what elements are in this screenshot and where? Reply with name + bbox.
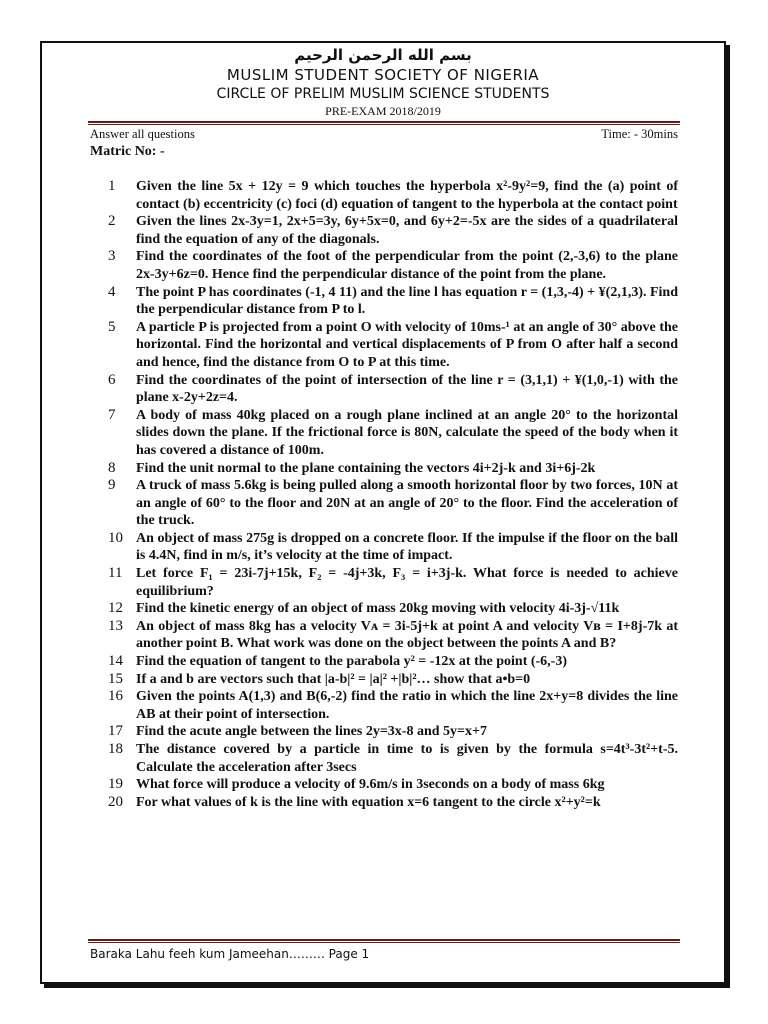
- question-item: [108, 776, 678, 794]
- question-item: [108, 248, 678, 283]
- time-allowed: Time: - 30mins: [601, 127, 678, 141]
- question-text: An object of mass 8kg has a velocity Vᴀ = 3i-5j+k at point A and velocity Vʙ = I+8j-7k at another point B. What work was done on the object between the points A and B?: [136, 618, 678, 652]
- question-text: Let force F₁ = 23i-7j+15k, F₂ = -4j+3k, F₃ = i+3j-k. What force is needed to achieve equilibrium?: [136, 566, 678, 599]
- question-text: A body of mass 40kg placed on a rough plane inclined at an angle 20° to the horizontal slides down the plane. If the frictional force is 80N, calculate the speed of the body when it has covered a distance of 100m.: [136, 407, 678, 458]
- question-item: [108, 565, 678, 600]
- question-text: A truck of mass 5.6kg is being pulled along a smooth horizontal floor by two forces, 10N at an angle of 60° to the floor and 20N at an angle of 20° to the floor. Find the acceleration of the truck.: [136, 478, 678, 529]
- question-number: 19: [108, 776, 123, 793]
- question-item: [108, 653, 678, 671]
- question-text: Given the lines 2x-3y=1, 2x+5=3y, 6y+5x=0, and 6y+2=-5x are the sides of a quadrilateral find the equation of any of the diagonals.: [136, 214, 678, 247]
- question-number: 4: [108, 283, 116, 300]
- question-text: The point P has coordinates (-1, 4 11) and the line l has equation r = (1,3,-4) + ¥(2,1,3). Find the perpendicular distance from P to l.: [136, 284, 678, 318]
- question-item: [108, 530, 678, 565]
- question-item: [108, 618, 678, 653]
- header-divider: [88, 121, 680, 123]
- question-item: [108, 319, 678, 372]
- question-text: An object of mass 275g is dropped on a concrete floor. If the impulse if the floor on the ball is 4.4N, find in m/s, it’s velocity at the time of impact.: [136, 530, 678, 564]
- question-number: 11: [108, 565, 123, 582]
- question-number: 13: [108, 617, 123, 634]
- question-item: [108, 671, 678, 689]
- society-title: MUSLIM STUDENT SOCIETY OF NIGERIA: [226, 66, 540, 84]
- question-number: 15: [108, 670, 123, 687]
- matric-number-label: Matric No: -: [90, 144, 165, 159]
- question-text: Find the acute angle between the lines 2y=3x-8 and 5y=x+7: [136, 724, 487, 740]
- footer-divider: [88, 939, 680, 941]
- question-text: The distance covered by a particle in time to is given by the formula s=4t³-3t²+t-5. Calculate the acceleration after 3secs: [136, 742, 678, 775]
- question-number: 9: [108, 477, 116, 494]
- question-item: [108, 741, 678, 776]
- footer-divider-thin: [88, 942, 680, 943]
- question-number: 12: [108, 600, 123, 617]
- question-number: 18: [108, 741, 123, 757]
- question-item: [108, 477, 678, 530]
- question-text: A particle P is projected from a point O with velocity of 10ms-¹ at an angle of 30° above the horizontal. Find the horizontal and vertical displacements of P from O after half a second and hence, find the distance from O to P at this time.: [136, 319, 678, 370]
- question-item: [108, 723, 678, 741]
- page-footer: Baraka Lahu feeh kum Jameehan……… Page 1: [90, 947, 370, 961]
- question-text: Given the line 5x + 12y = 9 which touches the hyperbola x²-9y²=9, find the (a) point of contact (b) eccentricity (c) foci (d) equation of tangent to the hyperbola at the contact point: [136, 179, 678, 212]
- bismillah-heading: بسم الله الرحمن الرحيم: [294, 46, 472, 64]
- header-divider-thin: [88, 124, 680, 125]
- question-list: [108, 178, 678, 811]
- question-text: For what values of k is the line with equation x=6 tangent to the circle x²+y²=k: [136, 794, 601, 810]
- circle-subtitle: CIRCLE OF PRELIM MUSLIM SCIENCE STUDENTS: [216, 86, 550, 102]
- question-text: Find the coordinates of the point of intersection of the line r = (3,1,1) + ¥(1,0,-1) with the plane x-2y+2z=4.: [136, 372, 678, 406]
- question-number: 1: [108, 178, 116, 194]
- question-item: [108, 460, 678, 478]
- question-text: Given the points A(1,3) and B(6,-2) find the ratio in which the line 2x+y=8 divides the line AB at their point of intersection.: [136, 689, 678, 722]
- question-item: [108, 688, 678, 723]
- question-number: 6: [108, 371, 116, 388]
- question-text: Find the kinetic energy of an object of mass 20kg moving with velocity 4i-3j-√11k: [136, 601, 620, 617]
- exam-title: PRE-EXAM 2018/2019: [325, 104, 441, 118]
- question-text: If a and b are vectors such that |a-b|² = |a|² +|b|²… show that a•b=0: [136, 671, 531, 687]
- question-item: [108, 372, 678, 407]
- question-item: [108, 213, 678, 248]
- question-number: 5: [108, 318, 116, 335]
- instruction-text: Answer all questions: [90, 127, 195, 141]
- question-number: 7: [108, 406, 116, 423]
- question-item: [108, 407, 678, 460]
- question-number: 16: [108, 688, 123, 705]
- question-text: What force will produce a velocity of 9.6m/s in 3seconds on a body of mass 6kg: [136, 777, 605, 793]
- question-number: 14: [108, 653, 123, 670]
- question-item: [108, 178, 678, 213]
- question-text: Find the unit normal to the plane containing the vectors 4i+2j-k and 3i+6j-2k: [136, 460, 596, 476]
- question-number: 8: [108, 459, 116, 476]
- question-item: [108, 794, 678, 812]
- question-number: 10: [108, 529, 123, 546]
- question-text: Find the coordinates of the foot of the perpendicular from the point (2,-3,6) to the plane 2x-3y+6z=0. Hence find the perpendicular distance of the point from the plane.: [136, 249, 678, 282]
- question-item: [108, 284, 678, 319]
- question-number: 20: [108, 793, 123, 810]
- question-text: Find the equation of tangent to the parabola y² = -12x at the point (-6,-3): [136, 654, 568, 670]
- question-number: 17: [108, 723, 123, 740]
- question-number: 3: [108, 248, 116, 265]
- question-number: 2: [108, 213, 116, 230]
- question-item: [108, 600, 678, 618]
